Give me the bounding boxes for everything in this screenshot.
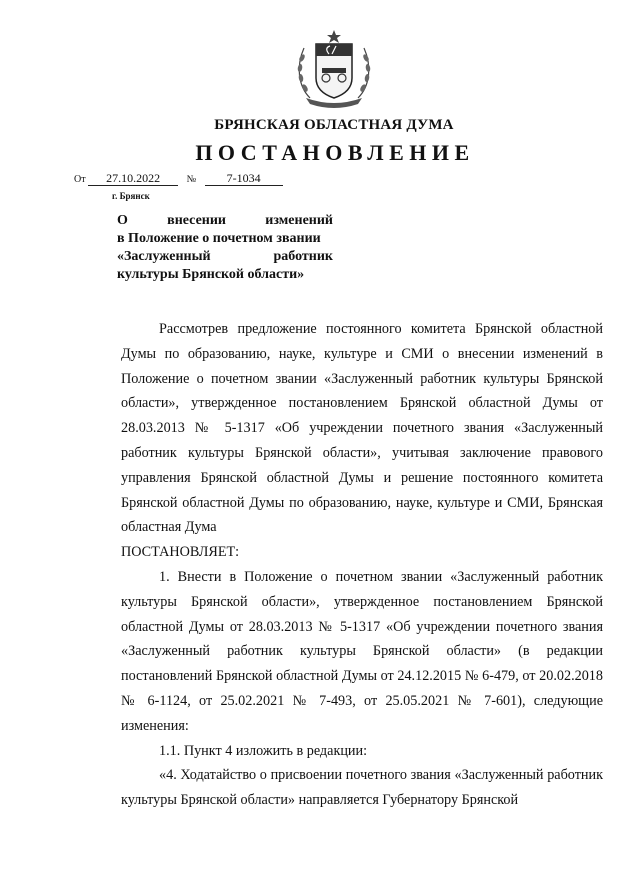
document-number: 7-1034 (205, 172, 283, 186)
document-type-title: ПОСТАНОВЛЕНИЕ (195, 140, 475, 165)
preamble-paragraph: Рассмотрев предложение постоянного комитета Брянской областной Думы по образованию, науке, культуре и СМИ о внесении изменений в Положение о почетном звании «Заслуженный работник культуры Брянской области», утвержденное постановлением Брянской областной Думы от 28.03.2013 № 5-1317 «Об учреждении почетного звания «Заслуженный работник культуры Брянской области», учитывая заключение правового управления Брянской областной Думы и решение постоянного комитета Брянской областной Думы по образованию, науке, культуре и СМИ, Брянская областная Дума (121, 321, 603, 536)
subject-line: в Положение о почетном звании (117, 231, 321, 246)
document-date: 27.10.2022 (88, 172, 178, 186)
subject-line: «Заслуженный работник (117, 249, 333, 264)
document-subject (117, 212, 333, 284)
subject-line: культуры Брянской области» (117, 267, 305, 282)
organization-name: БРЯНСКАЯ ОБЛАСТНАЯ ДУМА (214, 117, 454, 133)
document-body (121, 317, 603, 813)
date-number-line (74, 172, 283, 186)
resolves-heading: ПОСТАНОВЛЯЕТ: (121, 544, 240, 561)
item-1-1-paragraph: 1.1. Пункт 4 изложить в редакции: (159, 742, 368, 759)
subject-line: О внесении изменений (117, 213, 333, 228)
item-1-paragraph: 1. Внести в Положение о почетном звании «Заслуженный работник культуры Брянской области», утвержденное постановлением Брянской областной Думы от 28.03.2013 № 5-1317 «Об учреждении почетного звания «Заслуженный работник культуры Брянской области» (в редакции постановлений Брянской областной Думы от 24.12.2015 № 6-479, от 20.02.2018 № 6-1124, от 25.02.2021 № 7-493, от 25.05.2021 № 7-601), следующие изменения: (121, 568, 603, 734)
city-label: г. Брянск (112, 191, 150, 201)
bryansk-coat-of-arms-icon (292, 28, 376, 108)
date-label: От (74, 174, 86, 185)
number-label: № (186, 174, 197, 185)
quoted-paragraph: «4. Ходатайство о присвоении почетного звания «Заслуженный работник культуры Брянской области» направляется Губернатору Брянской (121, 767, 603, 809)
